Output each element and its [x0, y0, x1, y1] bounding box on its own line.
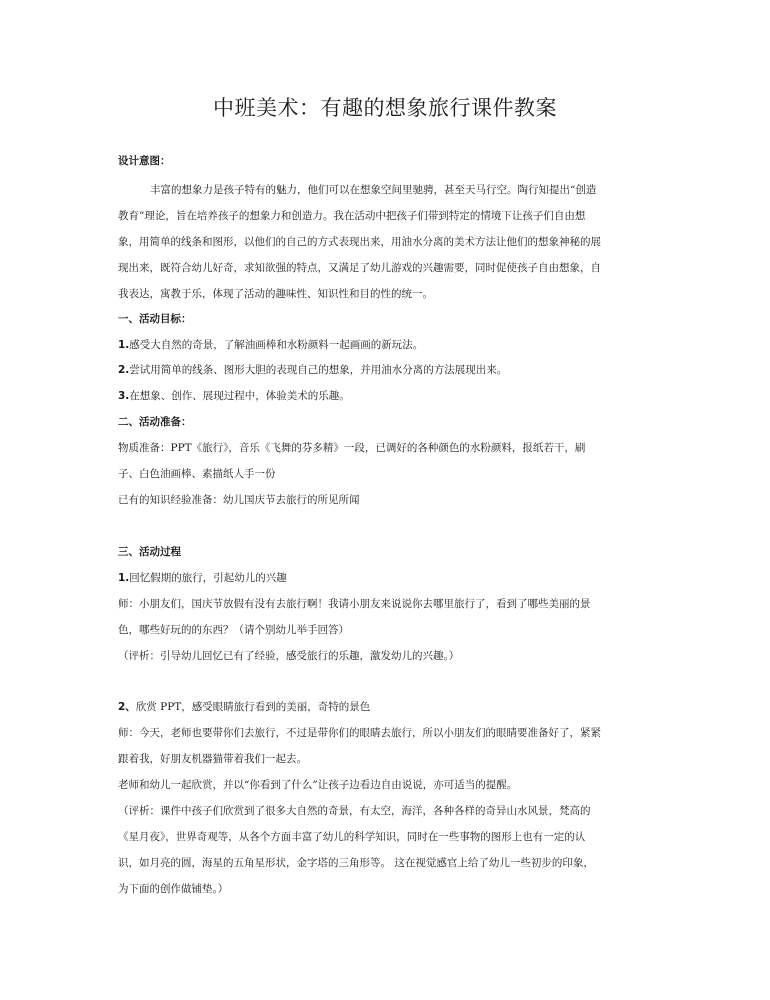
goals-heading: 一、活动目标：: [118, 313, 192, 325]
goal-item-2: [118, 363, 658, 377]
step1-line-3: （评析：引导幼儿回忆已有了经验，感受旅行的乐趣，激发幼儿的兴趣。）: [118, 650, 460, 662]
step2-line-3: 老师和幼儿一起欣赏，并以“你看到了什么”让孩子边看边自由说说，亦可适当的提醒。: [118, 779, 518, 791]
step2-line-4: （评析：课件中孩子们欣赏到了很多大自然的奇景，有太空，海洋，各种各样的奇异山水风景，梵高的: [118, 805, 591, 817]
design-line-3: 象，用简单的线条和图形，以他们的自己的方式表现出来，用油水分离的美术方法让他们的想象神秘的展: [118, 236, 601, 248]
document-title: 中班美术：有趣的想象旅行课件教案: [213, 96, 557, 120]
design-line-5: 我表达，寓教于乐，体现了活动的趣味性、知识性和目的性的统一。: [118, 288, 433, 300]
design-heading: 设计意图：: [118, 155, 171, 167]
goal-text: 尝试用简单的线条、图形大胆的表现自己的想象，并用油水分离的方法展现出来。: [129, 364, 508, 376]
step-title-text: 回忆假期的旅行，引起幼儿的兴趣: [129, 572, 287, 584]
design-line-4: 现出来，既符合幼儿好奇，求知欲强的特点，又满足了幼儿游戏的兴趣需要，同时促使孩子自由想象，自: [118, 262, 601, 274]
prep-line-2: 子、白色油画棒、素描纸人手一份: [118, 468, 276, 480]
step2-line-6: 识，如月亮的圆，海星的五角星形状，金字塔的三角形等。 这在视觉感官上给了幼儿一些初步的印象，: [118, 857, 594, 869]
design-line-1: 丰富的想象力是孩子特有的魅力，他们可以在想象空间里驰骋，甚至天马行空。陶行知提出“创造: [150, 184, 597, 196]
goal-item-3: [118, 389, 658, 403]
step-number: 1.: [118, 572, 130, 584]
step1-line-2: 色，哪些好玩的的东西？（请个别幼儿举手回答）: [118, 624, 349, 636]
step-title-text: 欣赏 PPT，感受眼睛旅行看到的美丽，奇特的景色: [135, 701, 371, 713]
step1-line-1: 师：小朋友们，国庆节放假有没有去旅行啊！我请小朋友来说说你去哪里旅行了，看到了哪些美丽的景: [118, 598, 591, 610]
process-heading: 三、活动过程: [118, 546, 181, 558]
step2-line-7: 为下面的创作做铺垫。）: [118, 883, 229, 895]
goal-number: 1.: [118, 339, 130, 351]
goal-number: 3.: [118, 390, 130, 402]
prep-heading: 二、活动准备：: [118, 416, 192, 428]
prep-line-1: 物质准备：PPT《旅行》，音乐《飞舞的芬多精》一段，已调好的各种颜色的水粉颜料，报纸若干，刷: [118, 442, 586, 454]
goal-text: 在想象、创作、展现过程中，体验美术的乐趣。: [129, 390, 350, 402]
goal-item-1: [118, 338, 658, 352]
goal-text: 感受大自然的奇景，了解油画棒和水粉颜料一起画画的新玩法。: [129, 339, 424, 351]
step2-title: [118, 700, 658, 714]
step2-line-2: 跟着我，好朋友机器猫带着我们一起去。: [118, 753, 307, 765]
design-line-2: 教育”理论，旨在培养孩子的想象力和创造力。我在活动中把孩子们带到特定的情境下让孩子们自由想: [118, 210, 586, 222]
step-number: 2、: [118, 701, 136, 713]
goal-number: 2.: [118, 364, 130, 376]
step1-title: [118, 571, 658, 585]
step2-line-5: 《星月夜》，世界奇观等，从各个方面丰富了幼儿的科学知识，同时在一些事物的图形上也有一定的认: [118, 831, 586, 843]
step2-line-1: 师：今天，老师也要带你们去旅行，不过是带你们的眼睛去旅行，所以小朋友们的眼睛要准备好了，紧紧: [118, 727, 601, 739]
prep-line-3: 已有的知识经验准备：幼儿国庆节去旅行的所见所闻: [118, 494, 360, 506]
